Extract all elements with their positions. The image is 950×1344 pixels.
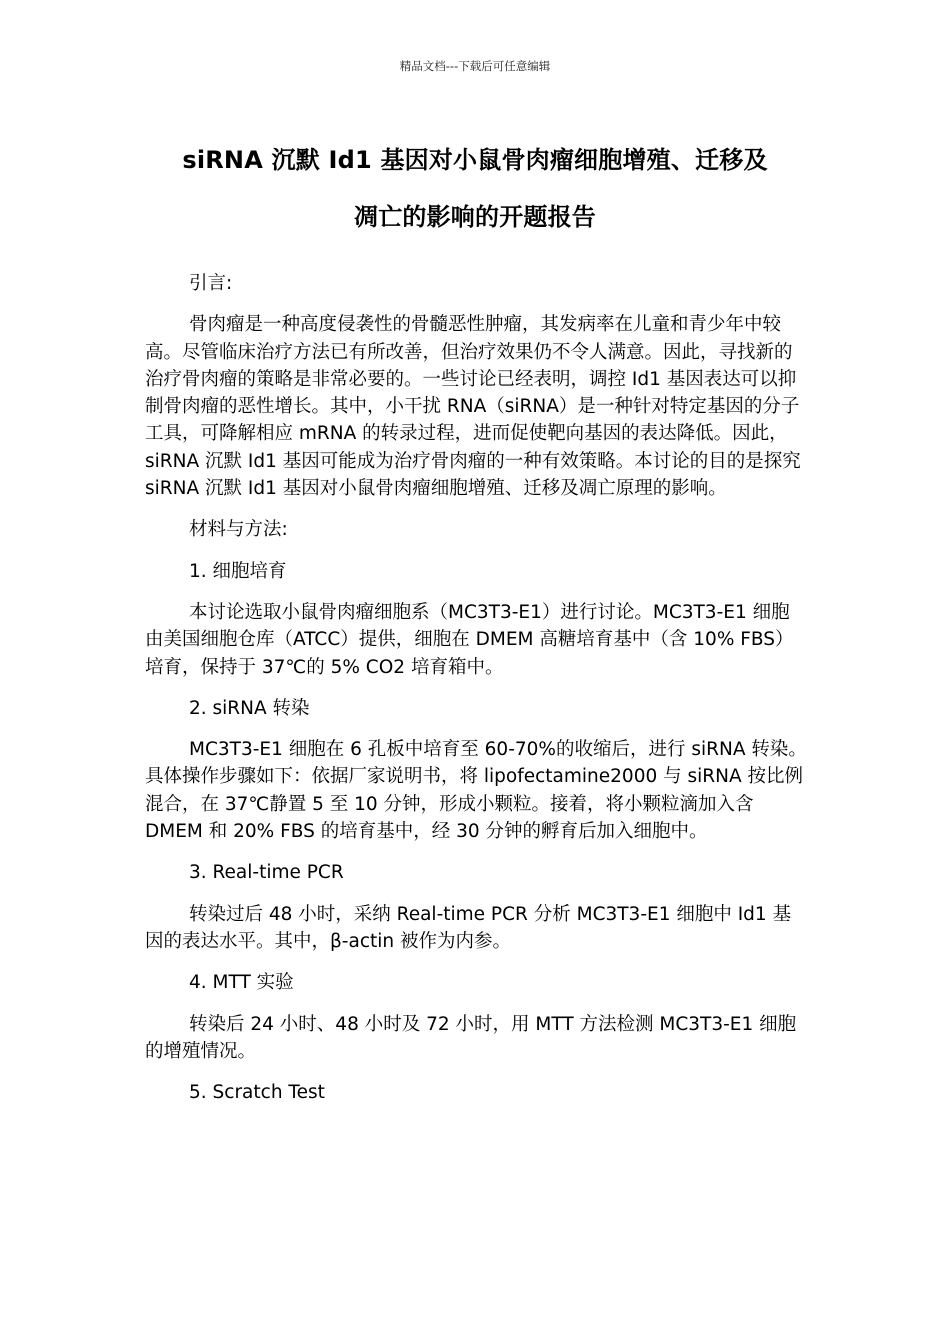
section-text-sirna-transfection: MC3T3-E1 细胞在 6 孔板中培育至 60-70%的收缩后，进行 siRNA 转染。具体操作步骤如下：依据厂家说明书，将 lipofectamine2000 与 siRNA 按比例混合，在 37℃静置 5 至 10 分钟，形成小颗粒。接着，将小颗粒滴加入含 DMEM 和 20% FBS 的培育基中，经 30 分钟的孵育后加入细胞中。 <box>145 739 807 843</box>
section-text-real-time-pcr: 转染过后 48 小时，采纳 Real-time PCR 分析 MC3T3-E1 细胞中 Id1 基因的表达水平。其中，β-actin 被作为内参。 <box>145 903 792 952</box>
section-text-cell-culture: 本讨论选取小鼠骨肉瘤细胞系（MC3T3-E1）进行讨论。MC3T3-E1 细胞由美国细胞仓库（ATCC）提供，细胞在 DMEM 高糖培育基中（含 10% FBS）培育，保持于 37℃的 5% CO2 培育箱中。 <box>145 601 794 678</box>
section-heading-mtt-assay: 4. MTT 实验 <box>189 972 294 994</box>
section-heading-cell-culture: 1. 细胞培育 <box>189 560 287 582</box>
intro-paragraph: 骨肉瘤是一种高度侵袭性的骨髓恶性肿瘤，其发病率在儿童和青少年中较高。尽管临床治疗方法已有所改善，但治疗效果仍不令人满意。因此，寻找新的治疗骨肉瘤的策略是非常必要的。一些讨论已经表明，调控 Id1 基因表达可以抑制骨肉瘤的恶性增长。其中，小干扰 RNA（siRNA）是一种针对特定基因的分子工具，可降解相应 mRNA 的转录过程，进而促使靶向基因的表达降低。因此，siRNA 沉默 Id1 基因可能成为治疗骨肉瘤的一种有效策略。本讨论的目的是探究 siRNA 沉默 Id1 基因对小鼠骨肉瘤细胞增殖、迁移及凋亡原理的影响。 <box>145 314 801 500</box>
document-body <box>145 270 807 1120</box>
section-heading-sirna-transfection: 2. siRNA 转染 <box>189 697 310 719</box>
document-title-line-1: siRNA 沉默 Id1 基因对小鼠骨肉瘤细胞增殖、迁移及 <box>182 146 768 174</box>
header-note: 精品文档---下载后可任意编辑 <box>399 59 551 73</box>
intro-heading: 引言: <box>189 273 233 294</box>
document-title-line-2: 凋亡的影响的开题报告 <box>354 203 596 231</box>
section-heading-real-time-pcr: 3. Real-time PCR <box>189 862 344 884</box>
section-text-mtt-assay: 转染后 24 小时、48 小时及 72 小时，用 MTT 方法检测 MC3T3-E1 细胞的增殖情况。 <box>145 1013 797 1062</box>
section-heading-scratch-test: 5. Scratch Test <box>189 1082 325 1104</box>
methods-heading: 材料与方法: <box>189 519 288 541</box>
